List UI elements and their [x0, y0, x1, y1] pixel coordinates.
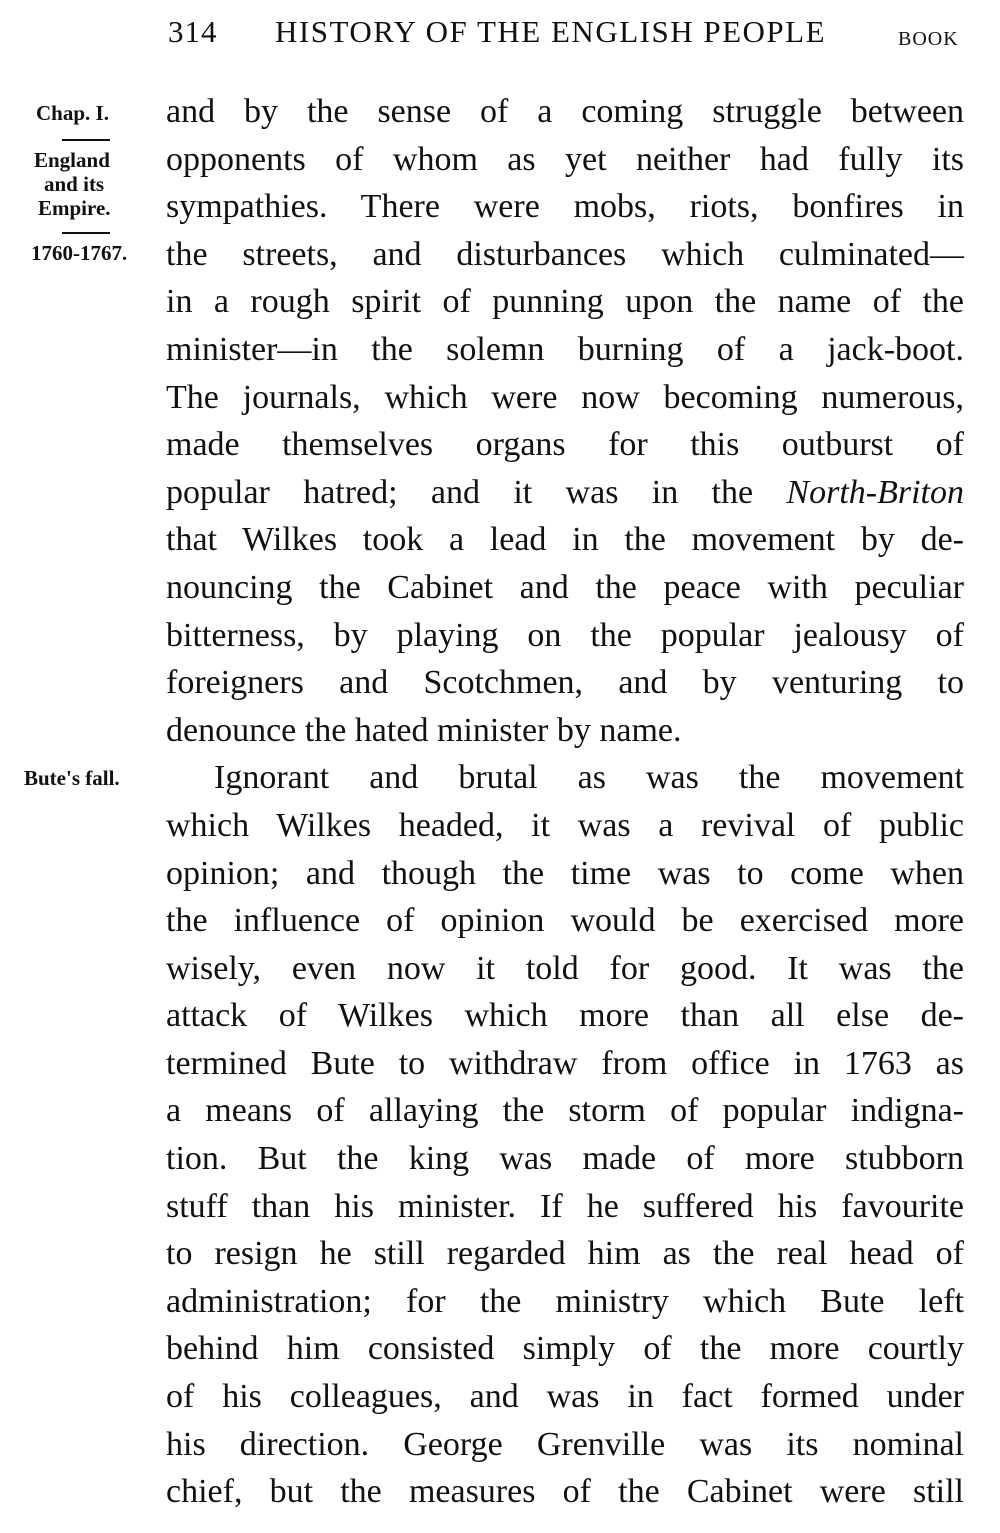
text-line: administration; for the ministry which Bute left: [166, 1282, 964, 1320]
page-header: [0, 14, 1000, 64]
margin-rule: [62, 139, 110, 141]
text-line: in a rough spirit of punning upon the name of the: [166, 283, 964, 321]
text-line: tion. But the king was made of more stubborn: [166, 1140, 964, 1178]
text-line: behind him consisted simply of the more courtly: [166, 1330, 964, 1368]
text-line: foreigners and Scotchmen, and by venturing to: [166, 664, 964, 702]
text-line: which Wilkes headed, it was a revival of public: [166, 806, 964, 844]
body-text: [166, 88, 964, 1516]
text-line: sympathies. There were mobs, riots, bonfires in: [166, 188, 964, 226]
text-line: The journals, which were now becoming numerous,: [166, 378, 964, 416]
chapter-note: Chap. I.: [36, 101, 109, 125]
subject-note-line: Empire.: [38, 196, 111, 220]
text-line: a means of allaying the storm of popular indigna-: [166, 1092, 964, 1130]
subject-note-line: England: [34, 148, 110, 172]
text-line: the streets, and disturbances which culminated—: [166, 235, 964, 273]
subject-note-line: and its: [44, 172, 105, 196]
text-line: denounce the hated minister by name.: [166, 711, 682, 749]
text-line: wisely, even now it told for good. It was the: [166, 949, 964, 987]
text-line: minister—in the solemn burning of a jack-boot.: [166, 330, 964, 368]
text-line: to resign he still regarded him as the real head of: [166, 1235, 964, 1273]
text-line: made themselves organs for this outburst of: [166, 426, 964, 464]
text-line: stuff than his minister. If he suffered his favourite: [166, 1187, 964, 1225]
page-number: 314: [168, 14, 218, 49]
dates-note: 1760-1767.: [31, 241, 128, 265]
text-line: and by the sense of a coming struggle between: [166, 93, 964, 130]
text-run: popular hatred; and it was in the: [166, 473, 787, 511]
text-line: termined Bute to withdraw from office in 1763 as: [166, 1044, 964, 1082]
text-line: of his colleagues, and was in fact formed under: [166, 1378, 964, 1416]
running-title: HISTORY OF THE ENGLISH PEOPLE: [275, 14, 827, 49]
section-note: Bute's fall.: [24, 766, 120, 790]
text-line: chief, but the measures of the Cabinet were still: [166, 1473, 964, 1511]
text-line: attack of Wilkes which more than all else de-: [166, 997, 964, 1035]
text-line: bitterness, by playing on the popular jealousy of: [166, 616, 964, 654]
text-line: the influence of opinion would be exercised more: [166, 902, 964, 940]
text-line: opinion; and though the time was to come when: [166, 854, 964, 892]
text-line: opponents of whom as yet neither had fully its: [166, 140, 964, 178]
text-line: Ignorant and brutal as was the movement: [214, 759, 964, 797]
text-line: that Wilkes took a lead in the movement by de-: [166, 521, 964, 559]
margin-rule: [62, 232, 110, 234]
book-label: BOOK: [898, 28, 959, 50]
text-line: his direction. George Grenville was its nominal: [166, 1425, 964, 1463]
text-line: nouncing the Cabinet and the peace with peculiar: [166, 568, 964, 606]
italic-title: North-Briton: [786, 473, 964, 511]
text-line: [166, 469, 964, 517]
